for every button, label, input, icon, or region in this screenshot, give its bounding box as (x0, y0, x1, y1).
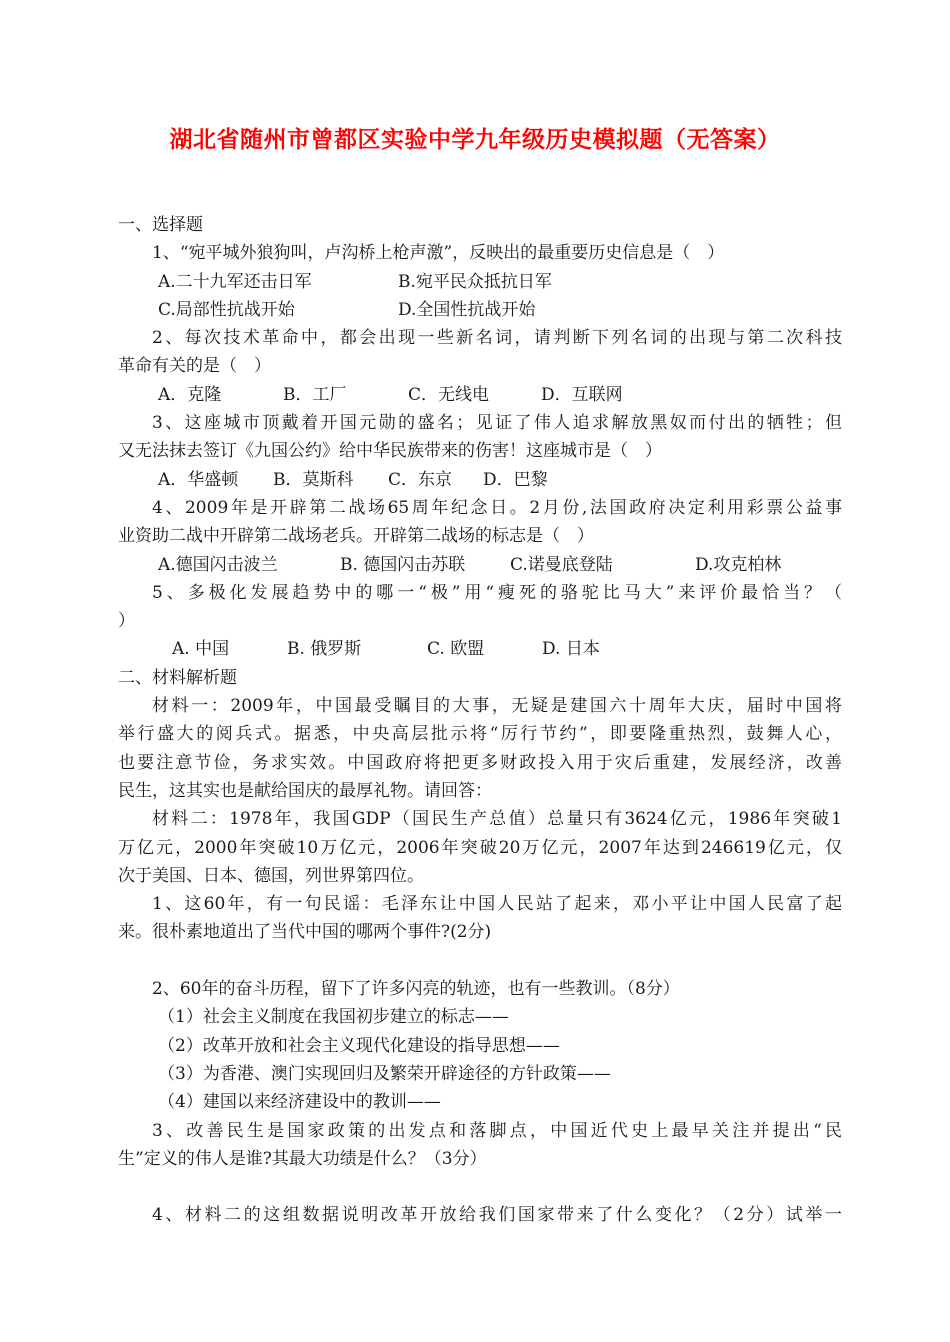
option: D. 日本 (542, 639, 600, 660)
question-2-line1: 2、每次技术革命中，都会出现一些新名词，请判断下列名词的出现与第二次科技 (152, 328, 842, 349)
material-1-line2: 举行盛大的阅兵式。据悉，中央高层批示将“厉行节约”，即要隆重热烈，鼓舞人心， (118, 724, 842, 745)
question-4-options (118, 551, 842, 579)
option: A.二十九军还击日军 (158, 271, 312, 292)
question-2-options (118, 381, 842, 409)
option: D．巴黎 (483, 469, 548, 490)
question-3-options (118, 466, 842, 494)
option: B．莫斯科 (273, 469, 354, 490)
question-5-line2: ） (118, 611, 135, 632)
option: C．无线电 (408, 384, 490, 405)
answer-question-2: 2、60年的奋斗历程，留下了许多闪亮的轨迹，也有一些教训。（8分） (152, 979, 680, 1000)
section-heading-choice: 一、选择题 (118, 215, 203, 235)
option: C.局部性抗战开始 (158, 299, 295, 320)
option: C.诺曼底登陆 (510, 554, 613, 575)
question-5-line1: 5、多极化发展趋势中的哪一“极”用“瘦死的骆驼比马大”来评价最恰当？（ (152, 582, 842, 603)
answer-question-2-item2: （2）改革开放和社会主义现代化建设的指导思想—— (158, 1035, 560, 1056)
material-1-line1: 材料一：2009年，中国最受瞩目的大事，无疑是建国六十周年大庆，届时中国将 (152, 696, 842, 717)
option: C．东京 (388, 469, 453, 490)
answer-question-4: 4、材料二的这组数据说明改革开放给我们国家带来了什么变化？（2分）试举一 (152, 1205, 842, 1226)
question-2-line2: 革命有关的是（ ） (118, 356, 271, 377)
material-2-line1: 材料二：1978年，我国GDP（国民生产总值）总量只有3624亿元，1986年突破1 (152, 809, 842, 830)
option: D.攻克柏林 (695, 554, 782, 575)
answer-space (118, 1173, 842, 1201)
option: C. 欧盟 (427, 639, 485, 660)
option: A．华盛顿 (158, 469, 239, 490)
option: B. 俄罗斯 (287, 639, 362, 660)
material-1-line4: 民生，这其实也是献给国庆的最厚礼物。请回答： (118, 780, 492, 801)
answer-question-1-line1: 1、这60年，有一句民谣：毛泽东让中国人民站了起来，邓小平让中国人民富了起 (152, 894, 842, 915)
material-1-line3: 也要注意节俭，务求实效。中国政府将把更多财政投入用于灾后重建，发展经济，改善 (118, 752, 842, 773)
material-2-line2: 万亿元，2000年突破10万亿元，2006年突破20万亿元，2007年达到246619亿元，仅 (118, 837, 842, 858)
question-1: 1、“宛平城外狼狗叫，卢沟桥上枪声激”，反映出的最重要历史信息是（ ） (152, 243, 725, 264)
document-title: 湖北省随州市曾都区实验中学九年级历史模拟题（无答案） (169, 127, 781, 153)
answer-question-3-line2: 生”定义的伟人是谁?其最大功绩是什么？（3分） (118, 1148, 487, 1169)
option: A.德国闪击波兰 (158, 554, 278, 575)
document-body (118, 211, 842, 1230)
option: D．互联网 (541, 384, 623, 405)
question-1-options-row1 (118, 268, 842, 296)
section-heading-material: 二、材料解析题 (118, 667, 237, 688)
question-5-options (118, 635, 842, 663)
answer-question-2-item1: （1）社会主义制度在我国初步建立的标志—— (158, 1007, 509, 1028)
question-3-line2: 又无法抹去签订《九国公约》给中华民族带来的伤害！这座城市是（ ） (118, 441, 662, 462)
answer-question-2-item4: （4）建国以来经济建设中的教训—— (158, 1092, 441, 1113)
question-1-options-row2 (118, 296, 842, 324)
material-2-line3: 次于美国、日本、德国，列世界第四位。 (118, 865, 424, 886)
option: D.全国性抗战开始 (398, 299, 536, 320)
answer-question-2-item3: （3）为香港、澳门实现回归及繁荣开辟途径的方针政策—— (158, 1063, 611, 1084)
question-4-line1: 4、2009年是开辟第二战场65周年纪念日。2月份,法国政府决定利用彩票公益事 (152, 497, 842, 518)
answer-space (118, 947, 842, 975)
question-4-line2: 业资助二战中开辟第二战场老兵。开辟第二战场的标志是（ ） (118, 526, 594, 547)
option: B. 德国闪击苏联 (340, 554, 466, 575)
answer-question-1-line2: 来。很朴素地道出了当代中国的哪两个事件?(2分) (118, 922, 492, 943)
option: B.宛平民众抵抗日军 (398, 271, 552, 292)
question-3-line1: 3、这座城市顶戴着开国元勋的盛名；见证了伟人追求解放黑奴而付出的牺牲；但 (152, 413, 842, 434)
option: A. 中国 (172, 639, 230, 660)
option: B．工厂 (283, 384, 347, 405)
option: A．克隆 (158, 384, 222, 405)
answer-question-3-line1: 3、改善民生是国家政策的出发点和落脚点，中国近代史上最早关注并提出“民 (152, 1120, 842, 1141)
